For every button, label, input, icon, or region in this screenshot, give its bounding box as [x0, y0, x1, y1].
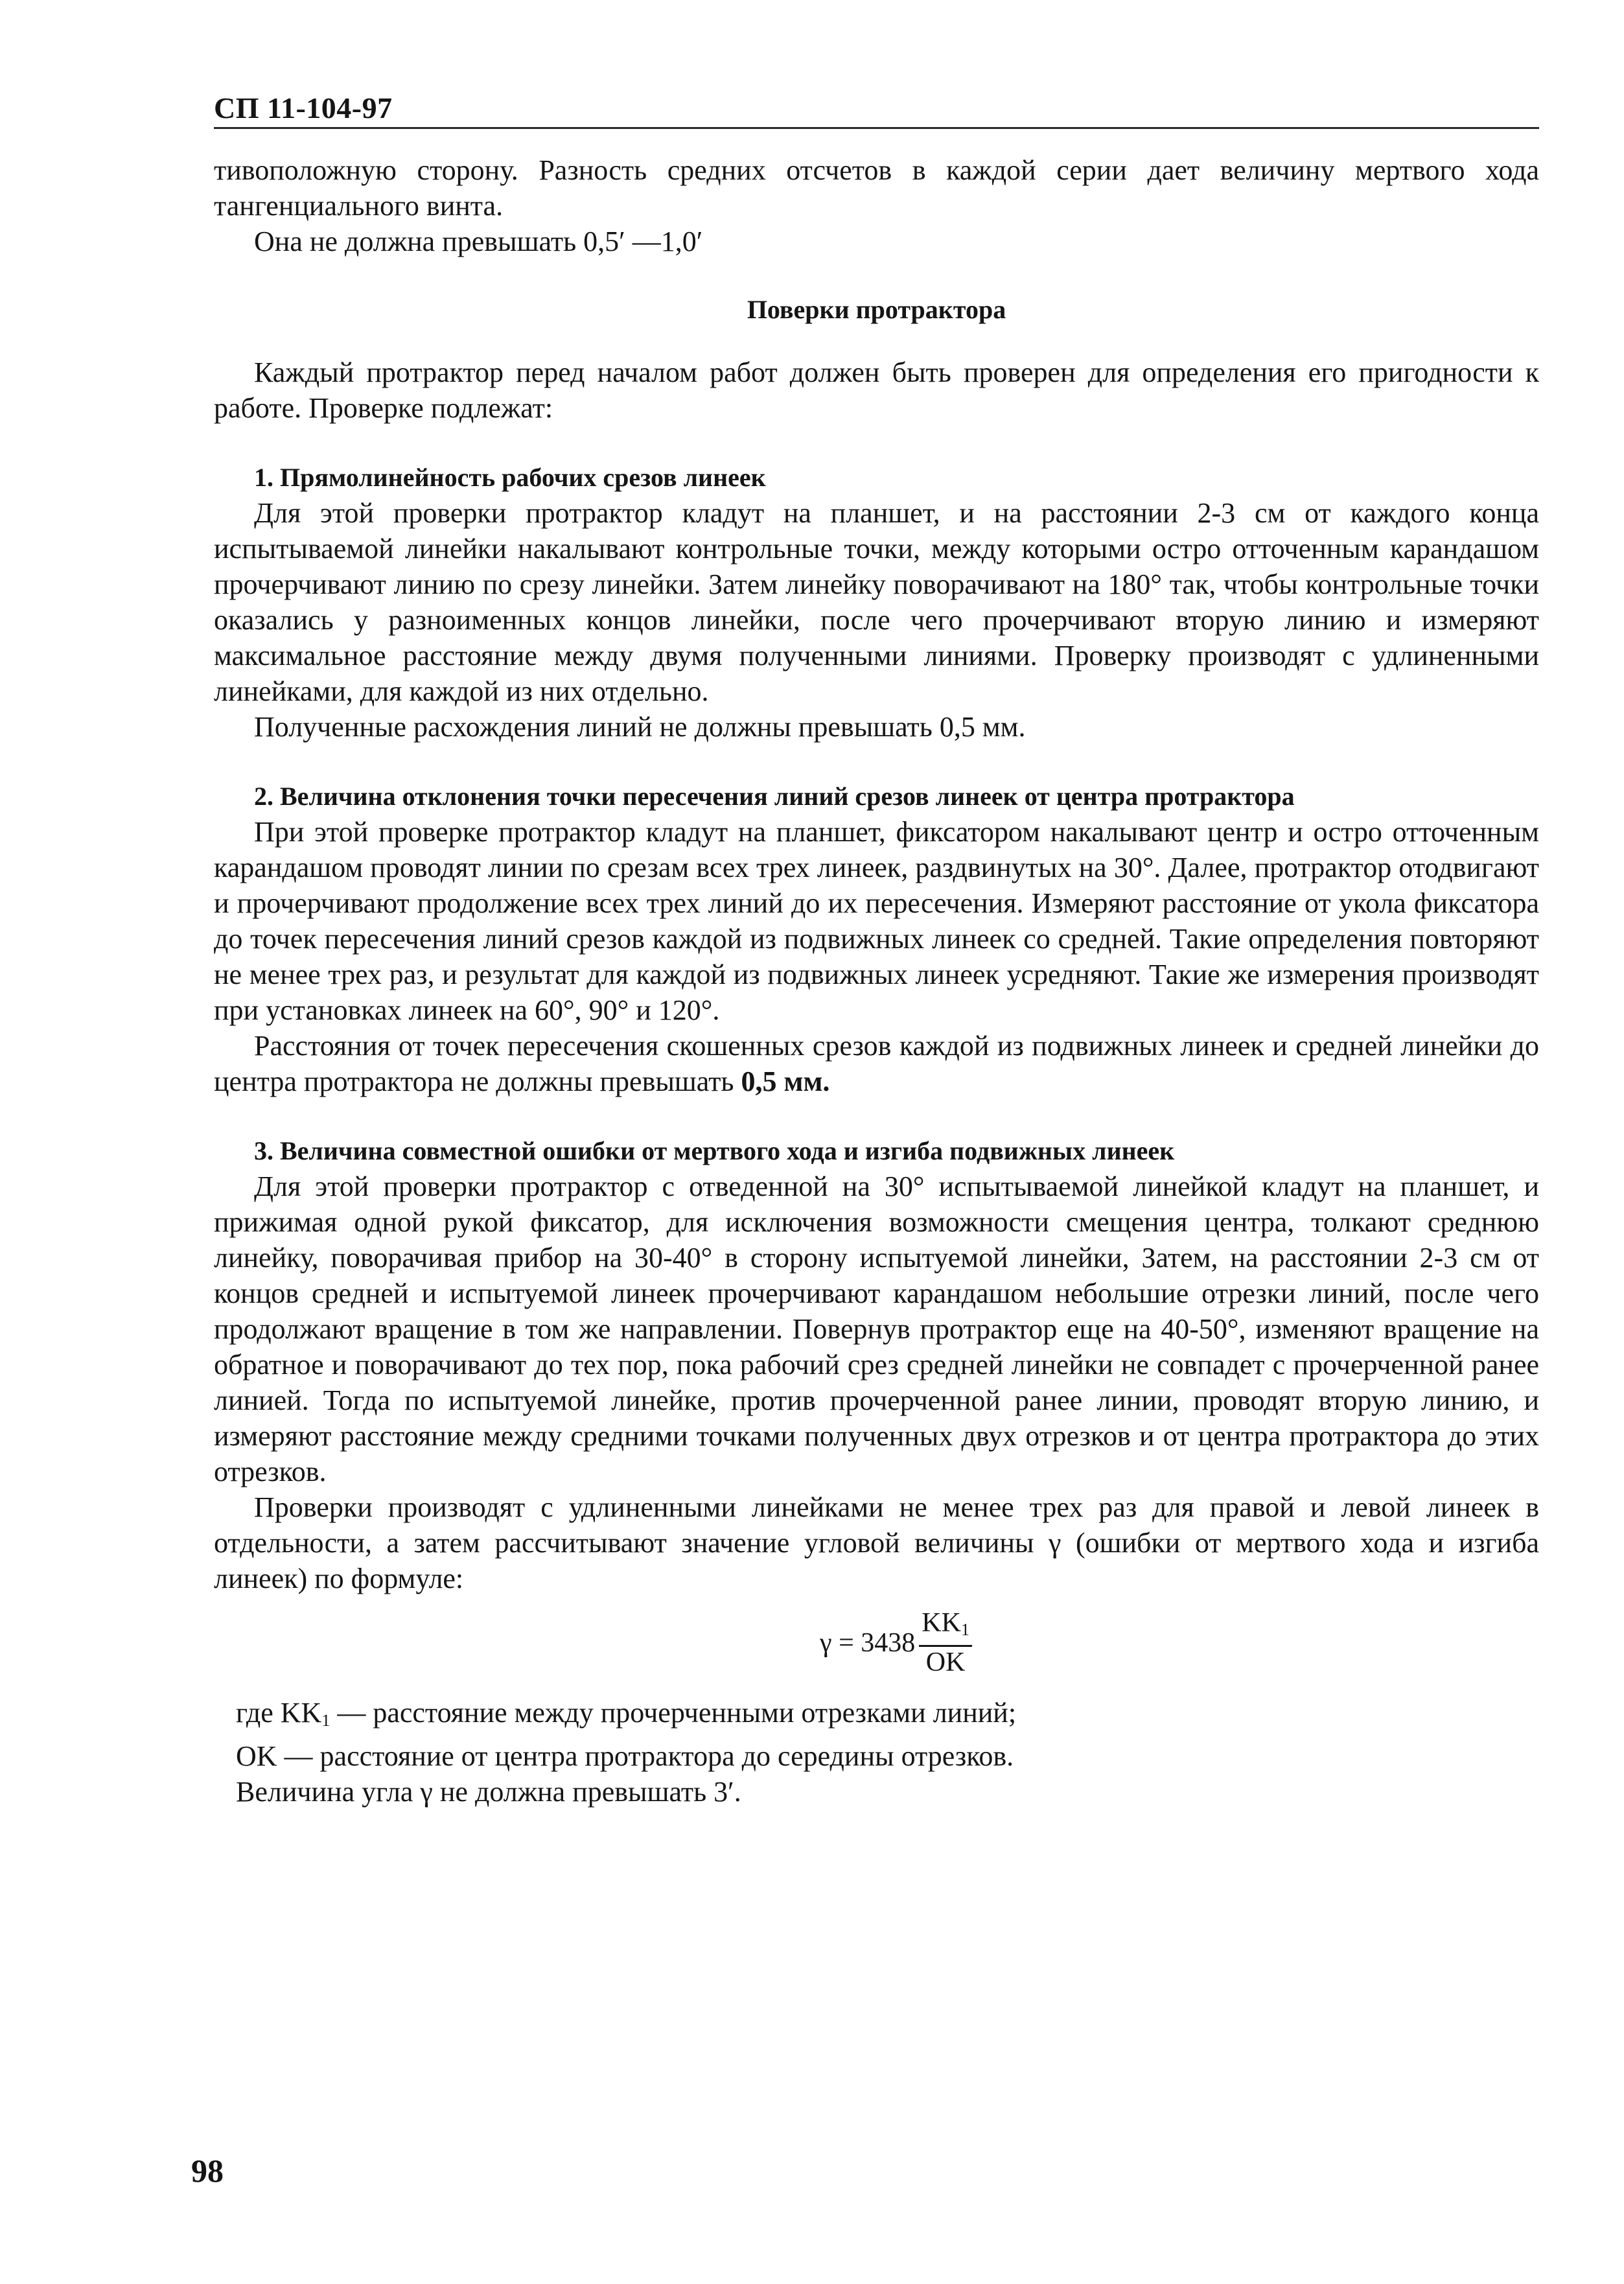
legend-kk	[214, 1695, 1539, 1738]
formula-numerator-sub: 1	[960, 1620, 969, 1639]
formula-numerator	[919, 1608, 972, 1647]
document-code: СП 11-104-97	[214, 91, 393, 124]
legend-kk-text: — расстояние между прочерченными отрезками линий;	[330, 1697, 1017, 1729]
header-rule	[214, 127, 1539, 129]
page-content	[214, 152, 1539, 1810]
section-title: Поверки протрактора	[747, 295, 1006, 324]
legend-kk-symbol: где KK	[236, 1697, 322, 1729]
intro-paragraph: тивоположную сторону. Разность средних отсчетов в каждой серии дает величину мертвого хода тангенциального винта.	[214, 154, 1539, 222]
check-2-tolerance-value: 0,5 мм.	[741, 1066, 830, 1097]
check-2-tolerance-text: Расстояния от точек пересечения скошенных срезов каждой из подвижных линеек и средней линейки до центра протрактора не должны превышать	[214, 1030, 1539, 1097]
formula-numerator-text: KK	[922, 1608, 961, 1638]
check-1-tolerance: Полученные расхождения линий не должны превышать 0,5 мм.	[254, 711, 1026, 743]
check-2-heading: 2. Величина отклонения точки пересечения линий срезов линеек от центра протрактора	[254, 782, 1295, 811]
legend-kk-sub: 1	[321, 1711, 331, 1730]
formula-denominator: OK	[925, 1648, 966, 1677]
formula-fraction	[919, 1608, 972, 1678]
check-2-tolerance	[214, 1028, 1539, 1099]
intro-limit-paragraph: Она не должна превышать 0,5′ —1,0′	[254, 226, 703, 257]
check-1-paragraph: Для этой проверки протрактор кладут на планшет, и на расстоянии 2-3 см от каждого конца испытываемой линейки накалывают контрольные точки, между которыми остро отточенным карандашом прочерчивают линию по срезу линейки. Затем линейку поворачивают на 180° так, чтобы контрольные точки оказались у разноименных концов линейки, после чего прочерчивают вторую линию и измеряют максимальное расстояние между двумя полученными линиями. Проверку производят с удлиненными линейками, для каждой из них отдельно.	[214, 497, 1539, 707]
page-number: 98	[191, 2152, 224, 2189]
legend-ok: OK — расстояние от центра протрактора до середины отрезков.	[236, 1740, 1014, 1772]
section-intro-paragraph: Каждый протрактор перед началом работ должен быть проверен для определения его пригодности к работе. Проверке подлежат:	[214, 356, 1539, 424]
formula-lhs: γ = 3438	[820, 1627, 916, 1658]
check-3-procedure: Проверки производят с удлиненными линейками не менее трех раз для правой и левой линеек в отдельности, а затем рассчитывают значение угловой величины γ (ошибки от мертвого хода и изгиба линеек) по формуле:	[214, 1491, 1539, 1594]
check-1-heading: 1. Прямолинейность рабочих срезов линеек	[254, 463, 766, 492]
check-3-paragraph: Для этой проверки протрактор с отведенной на 30° испытываемой линейкой кладут на планшет, и прижимая одной рукой фиксатор, для исключения возможности смещения центра, толкают среднюю линейку, поворачивая прибор на 30-40° в сторону испытуемой линейки, Затем, на расстоянии 2-3 см от концов средней и испытуемой линеек прочерчивают карандашом небольшие отрезки линий, после чего продолжают вращение в том же направлении. Повернув протрактор еще на 40-50°, изменяют вращение на обратное и поворачивают до тех пор, пока рабочий срез средней линейки не совпадет с прочерченной ранее линией. Тогда по испытуемой линейке, против прочерченной ранее линии, проводят вторую линию, и измеряют расстояние между средними точками полученных двух отрезков и от центра протрактора до этих отрезков.	[214, 1171, 1539, 1487]
check-3-heading: 3. Величина совместной ошибки от мертвого хода и изгиба подвижных линеек	[254, 1136, 1175, 1165]
formula-legend	[214, 1695, 1539, 1810]
gamma-formula	[214, 1608, 1539, 1678]
check-2-paragraph: При этой проверке протрактор кладут на планшет, фиксатором накалывают центр и остро отточенным карандашом проводят линии по срезам всех трех линеек, раздвинутых на 30°. Далее, протрактор отодвигают и прочерчивают продолжение всех трех линий до их пересечения. Измеряют расстояние от укола фиксатора до точек пересечения линий срезов каждой из подвижных линеек со средней. Такие определения повторяют не менее трех раз, и результат для каждой из подвижных линеек усредняют. Такие же измерения производят при установках линеек на 60°, 90° и 120°.	[214, 816, 1539, 1026]
legend-gamma-limit: Величина угла γ не должна превышать 3′.	[236, 1776, 741, 1808]
